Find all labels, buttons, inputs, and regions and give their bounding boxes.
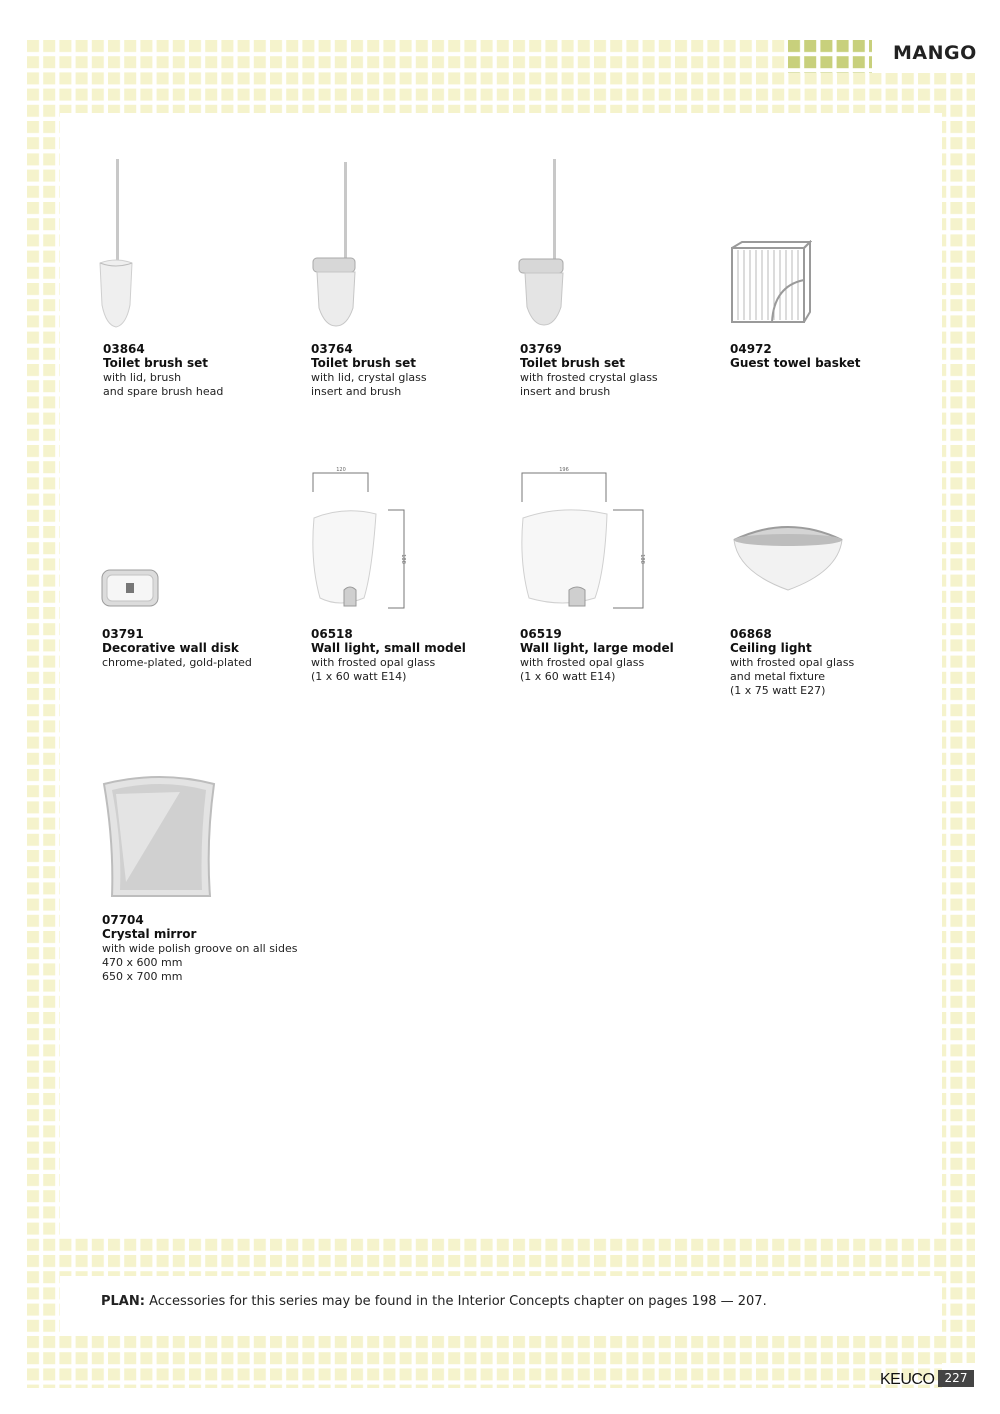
product-code: 03764: [311, 342, 353, 356]
product-title: Decorative wall disk: [102, 641, 239, 655]
toilet-brush-image-1: [96, 155, 136, 335]
product-06518: [311, 628, 511, 684]
product-desc-2: and metal fixture: [730, 670, 826, 683]
plan-text: Accessories for this series may be found in the Interior Concepts chapter on pages 198 — 207.: [144, 1294, 767, 1309]
plan-label: PLAN:: [101, 1294, 145, 1309]
product-title: Wall light, small model: [311, 641, 466, 655]
product-03764: [311, 343, 511, 399]
product-code: 04972: [730, 342, 772, 356]
product-desc-1: with frosted opal glass: [520, 656, 645, 669]
product-title: Crystal mirror: [102, 927, 197, 941]
plan-note: [101, 1294, 767, 1309]
product-title: Wall light, large model: [520, 641, 674, 655]
product-code: 03864: [103, 342, 145, 356]
product-desc-3: (1 x 75 watt E27): [730, 684, 826, 697]
product-desc-2: insert and brush: [311, 385, 402, 398]
product-desc-2: 470 x 600 mm: [102, 956, 183, 969]
product-code: 07704: [102, 913, 144, 927]
product-title: Toilet brush set: [520, 356, 626, 370]
product-desc-2: (1 x 60 watt E14): [520, 670, 616, 683]
product-06868: [730, 628, 930, 698]
product-04972: [730, 343, 930, 371]
wall-light-small-image: [306, 462, 416, 614]
product-title: Toilet brush set: [103, 356, 209, 370]
product-desc-2: (1 x 60 watt E14): [311, 670, 407, 683]
product-title: Toilet brush set: [311, 356, 417, 370]
wall-light-large-image: [515, 462, 650, 614]
product-desc-3: 650 x 700 mm: [102, 970, 183, 983]
toilet-brush-image-2: [305, 160, 365, 330]
crystal-mirror-image: [100, 772, 220, 902]
product-03791: [102, 628, 302, 670]
product-06519: [520, 628, 720, 684]
towel-basket-image: [728, 240, 812, 326]
product-03769: [520, 343, 720, 399]
series-title: MANGO: [893, 42, 977, 64]
product-desc-1: with lid, crystal glass: [311, 371, 427, 384]
product-desc-1: with frosted opal glass: [730, 656, 855, 669]
product-07704: [102, 914, 342, 984]
product-desc-1: with lid, brush: [103, 371, 182, 384]
toilet-brush-image-3: [513, 157, 573, 329]
product-title: Guest towel basket: [730, 356, 861, 370]
product-title: Ceiling light: [730, 641, 812, 655]
product-code: 06868: [730, 627, 772, 641]
product-code: 03791: [102, 627, 144, 641]
page-number: 227: [938, 1370, 974, 1387]
product-desc-1: with wide polish groove on all sides: [102, 942, 298, 955]
wall-disk-image: [100, 568, 160, 608]
width-label-large: 196: [559, 467, 569, 473]
height-label-small: 188: [400, 554, 406, 564]
product-desc-1: with frosted opal glass: [311, 656, 436, 669]
product-desc-2: and spare brush head: [103, 385, 224, 398]
width-label-small: 120: [336, 467, 346, 473]
product-desc-2: insert and brush: [520, 385, 611, 398]
ceiling-light-image: [728, 518, 848, 598]
product-code: 03769: [520, 342, 562, 356]
product-03864: [103, 343, 303, 399]
height-label-large: 188: [639, 554, 645, 564]
keuco-logo: KEUCO: [880, 1371, 935, 1388]
product-desc-1: chrome-plated, gold-plated: [102, 656, 252, 669]
product-code: 06519: [520, 627, 562, 641]
product-code: 06518: [311, 627, 353, 641]
product-desc-1: with frosted crystal glass: [520, 371, 658, 384]
